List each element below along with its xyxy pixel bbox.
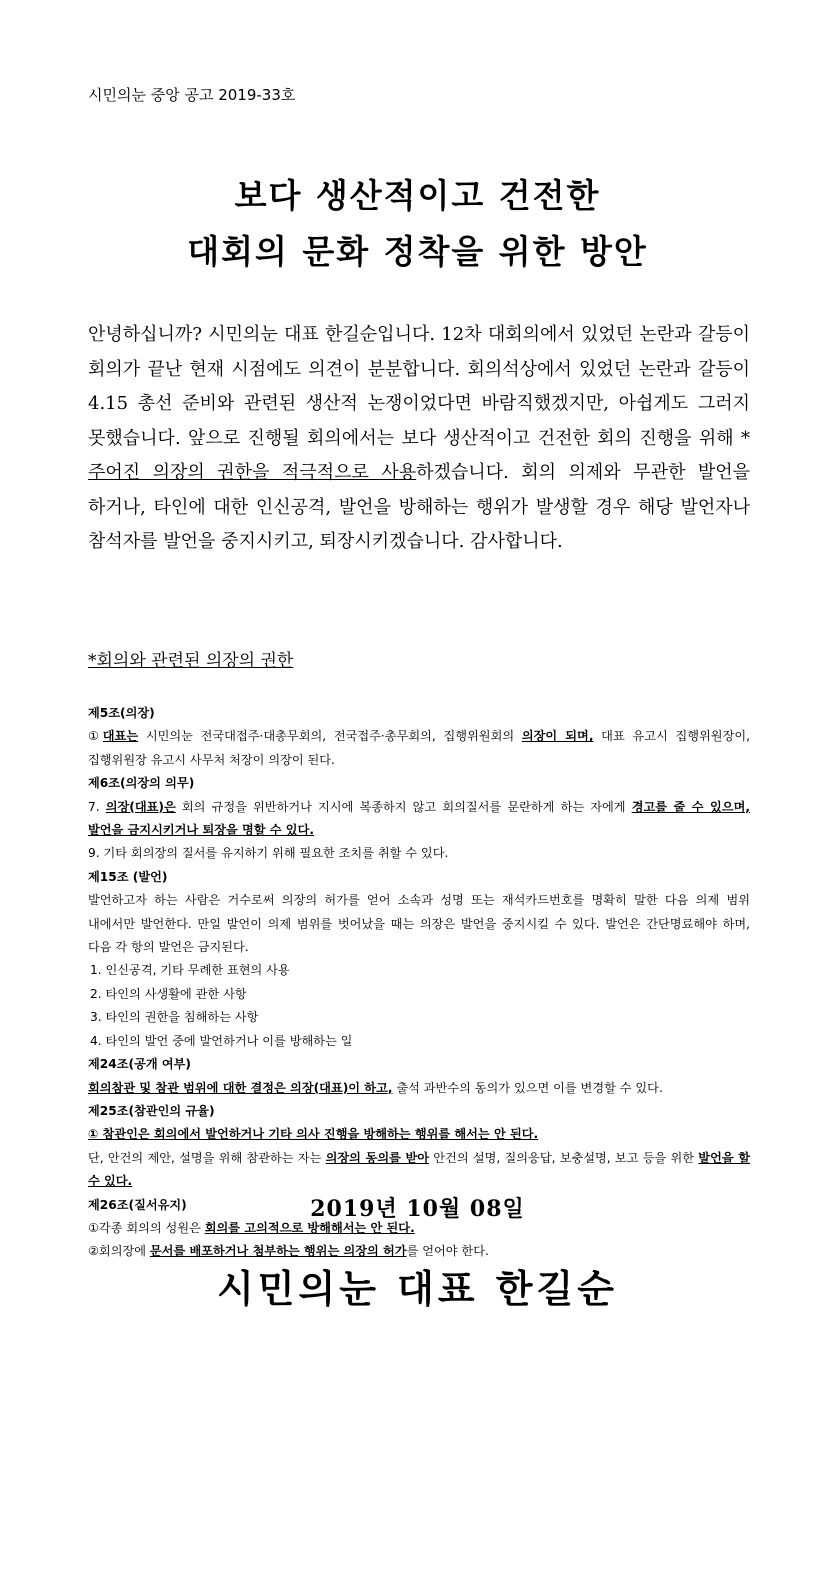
article-6-prefix: 7.	[88, 799, 106, 814]
notice-number: 시민의눈 중앙 공고 2019-33호	[88, 86, 296, 104]
article-25-bold-2: 발언을 할 수 있다.	[88, 1150, 751, 1189]
intro-text-before: 안녕하십니까? 시민의눈 대표 한길순입니다. 12차 대회의에서 있었던 논란과 갈등이 회의가 끝난 현재 시점에도 의견이 분분합니다. 회의석상에서 있었던 논란과 갈등이 4.15 총선 준비와 관련된 생산적 논쟁이었다면 바람직했겠지만, 아쉽게도 그러지 못했습니다. 앞으로 진행될 회의에서는 보다 생산적이고 건전한 회의 진행을 위해 *	[88, 324, 750, 449]
article-15-item: 2. 타인의 사생활에 관한 사항	[90, 986, 247, 1001]
article-25-paragraph-2	[88, 1147, 750, 1194]
article-26-heading: 제26조(질서유지)	[88, 1197, 187, 1212]
section-heading: *회의와 관련된 의장의 권한	[88, 651, 294, 671]
article-6-heading: 제6조(의장의 의무)	[88, 776, 195, 791]
article-24-paragraph	[88, 1077, 750, 1100]
article-6-paragraph-1	[88, 796, 750, 843]
signature: 시민의눈 대표 한길순	[217, 1266, 618, 1311]
article-6-paragraph-2: 9. 기타 회의장의 질서를 유지하기 위해 필요한 조치를 취할 수 있다.	[88, 846, 449, 861]
article-26-text-3: 를 얻어야 한다.	[406, 1244, 489, 1259]
article-5-paragraph	[88, 725, 750, 772]
article-5-bold-1: 대표는	[102, 729, 139, 744]
article-26-bold-2: 문서를 배포하거나 첨부하는 행위는 의장의 허가	[149, 1244, 407, 1259]
document-title-line1: 보다 생산적이고 건전한	[234, 176, 601, 215]
document-title-line2: 대회의 문화 정착을 위한 방안	[187, 232, 648, 271]
intro-paragraph	[88, 318, 750, 560]
article-25-bold-1: 의장의 동의를 받아	[325, 1150, 430, 1165]
article-5-heading: 제5조(의장)	[88, 706, 155, 720]
article-24-text: 출석 과반수의 동의가 있으면 이를 변경할 수 있다.	[392, 1080, 663, 1095]
article-5-text-2: 대표 유고시 집행위원장이, 집행위원장 유고시 사무처 처장이 의장이 된다.	[88, 729, 750, 767]
article-24-heading: 제24조(공개 여부)	[88, 1057, 191, 1072]
articles-section	[88, 702, 750, 1264]
article-15-heading: 제15조 (발언)	[88, 869, 168, 884]
article-26-text-1: ①각종 회의의 성원은	[88, 1220, 205, 1235]
article-6-bold-2: 경고를 줄 수 있으며, 발언을 금지시키거나 퇴장을 명할 수 있다.	[88, 799, 750, 838]
article-6-text-1: 회의 규정을 위반하거나 지시에 복종하지 않고 회의질서를 문란하게 하는 자에게	[175, 799, 632, 814]
article-5-bold-2: 의장이 되며,	[521, 729, 594, 744]
article-25-text-1: 단, 안건의 제안, 설명을 위해 참관하는 자는	[88, 1150, 326, 1165]
article-5-text-1: 시민의눈 전국대접주·대총무회의, 전국접주·총무회의, 집행위원회의	[138, 729, 522, 744]
article-25-text-2: 안건의 설명, 질의응답, 보충설명, 보고 등을 위한	[429, 1150, 699, 1165]
article-25-heading: 제25조(참관인의 규율)	[88, 1103, 215, 1118]
article-15-item: 1. 인신공격, 기타 무례한 표현의 사용	[90, 963, 290, 978]
article-26-text-2: ②회의장에	[88, 1244, 150, 1259]
intro-text-after: 하겠습니다. 회의 의제와 무관한 발언을 하거나, 타인에 대한 인신공격, 발언을 방해하는 행위가 발생할 경우 해당 발언자나 참석자를 발언을 중지시키고, 퇴장시키겠습니다. 감사합니다.	[88, 462, 750, 552]
intro-underlined-text: 주어진 의장의 권한을 적극적으로 사용	[88, 462, 417, 483]
article-15-item: 4. 타인의 발언 중에 발언하거나 이를 방해하는 일	[90, 1033, 353, 1048]
article-5-prefix: ①	[88, 729, 103, 744]
article-24-bold: 회의참관 및 참관 범위에 대한 결정은 의장(대표)이 하고,	[88, 1080, 393, 1095]
article-15-paragraph: 발언하고자 하는 사람은 거수로써 의장의 허가를 얻어 소속과 성명 또는 재석카드번호를 명확히 말한 다음 의제 범위 내에서만 발언한다. 만일 발언이 의제 범위를 벗어났을 때는 의장은 발언을 중지시킬 수 있다. 발언은 간단명료해야 하며, 다음 각 항의 발언은 금지된다.	[88, 893, 750, 955]
article-25-paragraph-1: ① 참관인은 회의에서 발언하거나 기타 의사 진행을 방해하는 행위를 해서는 안 된다.	[88, 1127, 539, 1142]
article-15-item: 3. 타인의 권한을 침해하는 사항	[90, 1010, 259, 1025]
article-26-bold-1: 회의를 고의적으로 방해해서는 안 된다.	[204, 1220, 415, 1235]
document-date: 2019년 10월 08일	[310, 1196, 525, 1222]
article-6-bold-1: 의장(대표)은	[105, 799, 176, 814]
